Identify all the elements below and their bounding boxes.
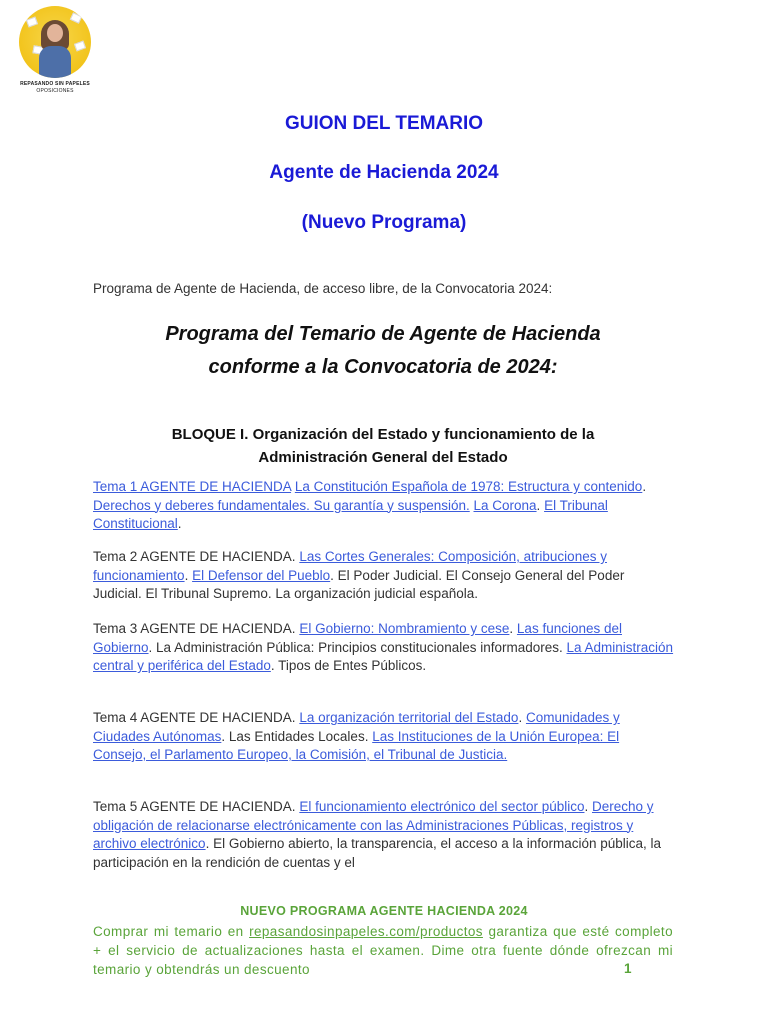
tema-link[interactable]: Las funciones del Gobierno (93, 621, 622, 655)
footer-store-link[interactable]: repasandosinpapeles.com/productos (249, 924, 483, 939)
tema-link[interactable]: La organización territorial del Estado (299, 710, 519, 725)
tema-text: . La Administración Pública: Principios constitucionales informadores. (148, 639, 567, 655)
tema-text: . (177, 516, 182, 531)
tema-paragraph (93, 709, 675, 765)
block-title-line1: Organización del Estado y funcionamiento de la (252, 426, 595, 443)
footer-text (93, 922, 673, 979)
intro-text: Programa de Agente de Hacienda, de acceso libre, de la Convocatoria 2024: (93, 281, 553, 296)
footer-post: garantiza que esté completo + el servicio de actualizaciones hasta el examen. Dime otra fuente dónde ofrezcan mi temario y obtendrás un descuento (93, 924, 673, 977)
tema-link[interactable]: La Constitución Española de 1978: Estructura y contenido (294, 479, 643, 494)
tema-text: . (509, 621, 517, 636)
tema-link[interactable]: La Corona (473, 497, 537, 513)
block-separator: . (244, 426, 253, 443)
tema-paragraph (93, 620, 675, 676)
exam-title: Agente de Hacienda 2024 (269, 162, 499, 183)
tema-text: . Las Entidades Locales. (221, 728, 373, 744)
block-title-line2: Administración General del Estado (258, 449, 508, 466)
block-label: BLOQUE I (171, 426, 245, 443)
tema-text: . (536, 497, 545, 513)
tema-link[interactable]: El Gobierno: Nombramiento y cese (299, 621, 510, 636)
tema-text: . (518, 710, 526, 725)
tema-text: . (184, 567, 193, 583)
logo-line2: OPOSICIONES (36, 88, 74, 94)
tema-link[interactable]: La Administración central y periférica del Estado (93, 639, 674, 673)
footer-pre: Comprar mi temario en (93, 924, 250, 939)
logo-brand-name (14, 81, 96, 95)
page-number: 1 (624, 961, 632, 976)
tema-link[interactable]: El funcionamiento electrónico del sector público (299, 799, 585, 814)
logo-paper-decoration (74, 41, 86, 52)
tema-link[interactable]: Comunidades y Ciudades Autónomas (93, 710, 620, 744)
logo-person-illustration (38, 20, 72, 78)
footer-title: NUEVO PROGRAMA AGENTE HACIENDA 2024 (240, 904, 528, 918)
tema-text: . Tipos de Entes Públicos. (270, 658, 427, 673)
tema-text: Tema 3 AGENTE DE HACIENDA. (93, 621, 300, 636)
tema-text: Tema 2 AGENTE DE HACIENDA. (93, 549, 300, 564)
subtitle-line1: Programa del Temario de Agente de Hacienda (165, 323, 601, 345)
tema-text: Tema 5 AGENTE DE HACIENDA. (93, 799, 300, 814)
tema-link[interactable]: Derechos y deberes fundamentales. Su garantía y suspensión. (93, 497, 470, 513)
tema-link[interactable]: Las Cortes Generales: Composición, atribuciones y funcionamiento (93, 549, 607, 583)
block-heading-line1 (93, 423, 673, 446)
tema-text: . (584, 799, 592, 814)
program-note: (Nuevo Programa) (301, 212, 467, 233)
main-title: GUION DEL TEMARIO (284, 113, 484, 134)
logo-circle (19, 6, 91, 78)
tema-link[interactable]: Derecho y obligación de relacionarse electrónicamente con las Administraciones Públicas, registros y archivo electrónico (93, 799, 654, 851)
tema-text: Tema 4 AGENTE DE HACIENDA. (93, 710, 300, 725)
block-heading (93, 423, 673, 469)
brand-logo (14, 6, 96, 95)
tema-text: . El Gobierno abierto, la transparencia, el acceso a la información pública, la participación en la rendición de cuentas y el (93, 836, 662, 870)
tema-link[interactable]: El Defensor del Pueblo (192, 567, 331, 583)
subtitle-line2: conforme a la Convocatoria de 2024: (208, 356, 558, 378)
logo-paper-decoration (26, 17, 38, 28)
program-subtitle (93, 318, 673, 384)
logo-line1: REPASANDO SIN PAPELES (20, 81, 90, 87)
tema-link[interactable]: Las Instituciones de la Unión Europea: El Consejo, el Parlamento Europeo, la Comisión, el Tribunal de Justicia. (93, 728, 620, 762)
tema-link[interactable]: El Tribunal Constitucional (93, 497, 608, 531)
tema-paragraph (93, 478, 675, 534)
tema-paragraph (93, 798, 675, 872)
tema-link[interactable]: Tema 1 AGENTE DE HACIENDA (93, 479, 292, 494)
tema-paragraph (93, 548, 675, 604)
tema-text: . (642, 479, 647, 494)
tema-text: . El Poder Judicial. El Consejo General del Poder Judicial. El Tribunal Supremo. La organización judicial española. (93, 567, 625, 601)
